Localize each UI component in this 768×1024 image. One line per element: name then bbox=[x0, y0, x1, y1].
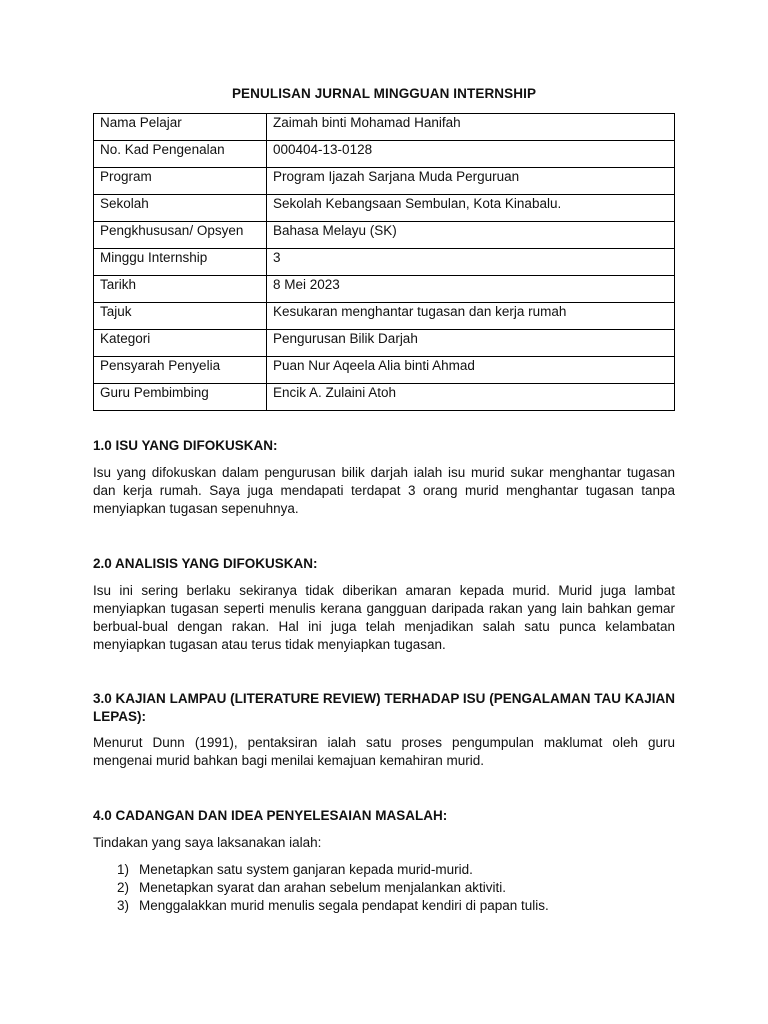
table-row bbox=[94, 330, 675, 357]
table-row bbox=[94, 222, 675, 249]
section-heading-issue: 1.0 ISU YANG DIFOKUSKAN: bbox=[93, 438, 278, 453]
document-title: PENULISAN JURNAL MINGGUAN INTERNSHIP bbox=[231, 86, 537, 101]
row-label: Nama Pelajar bbox=[94, 114, 267, 141]
table-row bbox=[94, 357, 675, 384]
row-label: Tajuk bbox=[94, 303, 267, 330]
list-item bbox=[93, 861, 675, 879]
row-value: 000404-13-0128 bbox=[267, 141, 675, 168]
row-label: Pensyarah Penyelia bbox=[94, 357, 267, 384]
list-number: 1) bbox=[117, 862, 130, 877]
list-number: 3) bbox=[117, 898, 130, 913]
row-label: Guru Pembimbing bbox=[94, 384, 267, 411]
row-label: Pengkhususan/ Opsyen bbox=[94, 222, 267, 249]
list-item bbox=[93, 879, 675, 897]
section-body-literature: Menurut Dunn (1991), pentaksiran ialah satu proses pengumpulan maklumat oleh guru mengenai murid bahkan bagi menilai kemajuan kemahiran murid. bbox=[93, 735, 675, 768]
table-row bbox=[94, 303, 675, 330]
list-text: Menggalakkan murid menulis segala pendapat kendiri di papan tulis. bbox=[139, 898, 549, 913]
section-body-issue: Isu yang difokuskan dalam pengurusan bilik darjah ialah isu murid sukar menghantar tugasan dan kerja rumah. Saya juga mendapati terdapat 3 orang murid menghantar tugasan tanpa menyiapkan tugasan sepenuhnya. bbox=[93, 465, 675, 516]
row-label: Sekolah bbox=[94, 195, 267, 222]
list-text: Menetapkan satu system ganjaran kepada murid-murid. bbox=[139, 862, 473, 877]
row-label: Minggu Internship bbox=[94, 249, 267, 276]
section-heading-analysis: 2.0 ANALISIS YANG DIFOKUSKAN: bbox=[93, 556, 318, 571]
table-row bbox=[94, 384, 675, 411]
section-body-solutions: Tindakan yang saya laksanakan ialah: bbox=[93, 835, 322, 850]
row-value: Encik A. Zulaini Atoh bbox=[267, 384, 675, 411]
list-item bbox=[93, 897, 675, 915]
row-value: Sekolah Kebangsaan Sembulan, Kota Kinabalu. bbox=[267, 195, 675, 222]
row-label: Kategori bbox=[94, 330, 267, 357]
row-label: Program bbox=[94, 168, 267, 195]
action-list bbox=[93, 861, 675, 915]
table-row bbox=[94, 249, 675, 276]
row-value: 8 Mei 2023 bbox=[267, 276, 675, 303]
row-value: Bahasa Melayu (SK) bbox=[267, 222, 675, 249]
row-value: Puan Nur Aqeela Alia binti Ahmad bbox=[267, 357, 675, 384]
table-row bbox=[94, 195, 675, 222]
row-value: Kesukaran menghantar tugasan dan kerja rumah bbox=[267, 303, 675, 330]
table-row bbox=[94, 168, 675, 195]
row-label: No. Kad Pengenalan bbox=[94, 141, 267, 168]
section-heading-literature: 3.0 KAJIAN LAMPAU (LITERATURE REVIEW) TERHADAP ISU (PENGALAMAN TAU KAJIAN LEPAS): bbox=[93, 691, 675, 724]
table-row bbox=[94, 141, 675, 168]
row-label: Tarikh bbox=[94, 276, 267, 303]
row-value: Zaimah binti Mohamad Hanifah bbox=[267, 114, 675, 141]
list-number: 2) bbox=[117, 880, 130, 895]
row-value: Program Ijazah Sarjana Muda Perguruan bbox=[267, 168, 675, 195]
row-value: 3 bbox=[267, 249, 675, 276]
row-value: Pengurusan Bilik Darjah bbox=[267, 330, 675, 357]
section-body-analysis: Isu ini sering berlaku sekiranya tidak diberikan amaran kepada murid. Murid juga lambat menyiapkan tugasan seperti menulis kerana gangguan daripada rakan yang lain bahkan gemar berbual-bual dengan rakan. Hal ini juga telah menjadikan salah satu punca kelambatan menyiapkan tugasan atau terus tidak menyiapkan tugasan. bbox=[93, 583, 675, 652]
table-row bbox=[94, 276, 675, 303]
student-info-table bbox=[93, 113, 675, 411]
list-text: Menetapkan syarat dan arahan sebelum menjalankan aktiviti. bbox=[139, 880, 506, 895]
table-row bbox=[94, 114, 675, 141]
section-heading-solutions: 4.0 CADANGAN DAN IDEA PENYELESAIAN MASALAH: bbox=[93, 808, 448, 823]
